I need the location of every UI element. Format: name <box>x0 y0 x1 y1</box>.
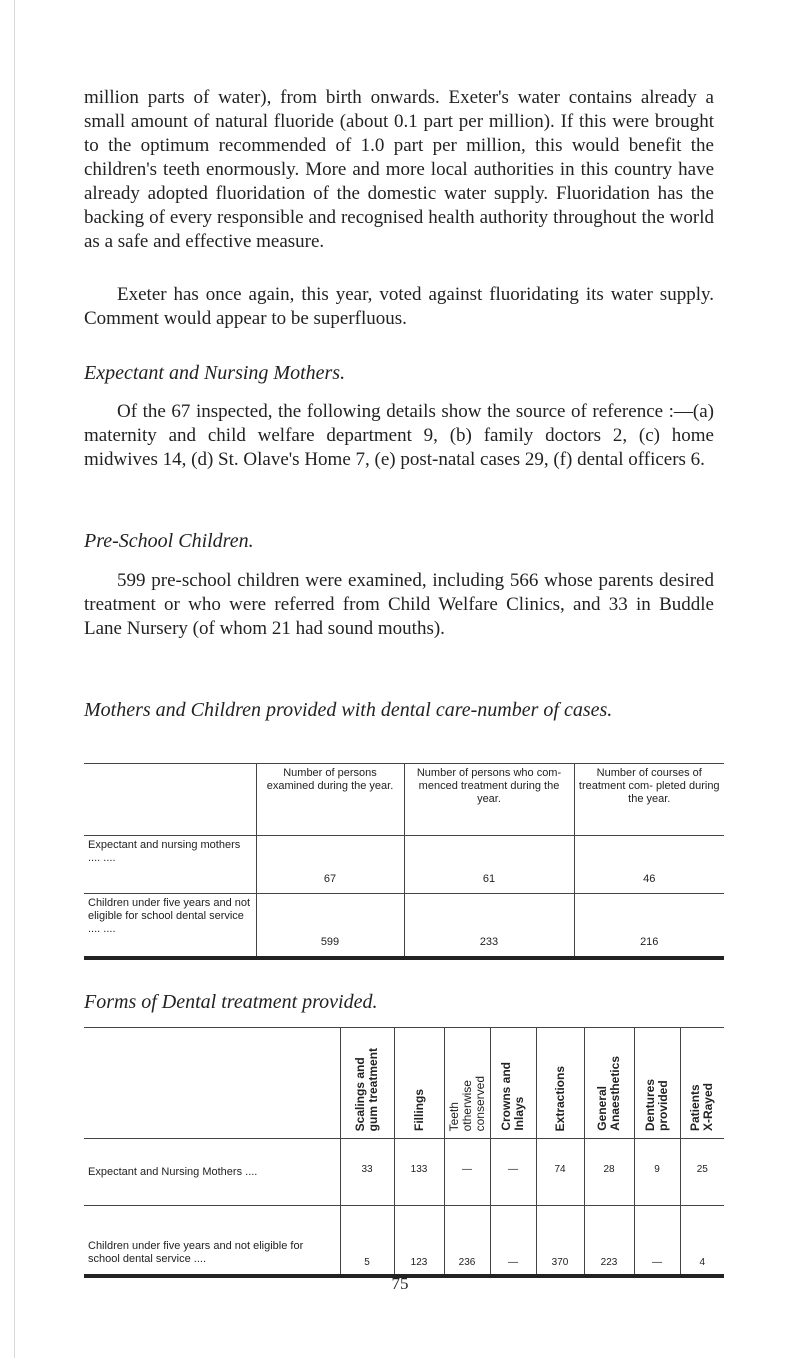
table2-corner-cell <box>84 1028 340 1139</box>
table1-cell: 233 <box>404 894 574 958</box>
table2-header-text: Fillings <box>411 1089 426 1131</box>
table-row <box>84 1139 724 1206</box>
pre-school-heading: Pre-School Children. <box>84 530 254 552</box>
table1-cell: 61 <box>404 836 574 894</box>
table1-cell: 67 <box>256 836 404 894</box>
table2-row-label-mothers: Expectant and Nursing Mothers .... <box>84 1139 340 1206</box>
table2-cell: 33 <box>340 1139 394 1206</box>
dental-treatment-forms-table <box>84 1027 724 1278</box>
table2-header-anaesthetics <box>584 1028 634 1139</box>
table1-header-completed: Number of courses of treatment com- pleted during the year. <box>574 764 724 836</box>
expectant-mothers-heading: Expectant and Nursing Mothers. <box>84 362 346 384</box>
table2-cell: 236 <box>444 1206 490 1277</box>
table2-cell: 370 <box>536 1206 584 1277</box>
table2-header-crowns <box>490 1028 536 1139</box>
table2-cell: 74 <box>536 1139 584 1206</box>
table2-cell: 223 <box>584 1206 634 1277</box>
page-number: 75 <box>391 1274 409 1293</box>
table2-header-xrayed <box>680 1028 724 1139</box>
pre-school-paragraph: 599 pre-school children were examined, including 566 whose parents desired treatment or who were referred from Child Welfare Clinics, and 33 in Buddle Lane Nursery (of whom 21 had sound mouths). <box>84 570 714 639</box>
exeter-paragraph: Exeter has once again, this year, voted against fluoridating its water supply. Comment would appear to be superfluous. <box>84 284 714 329</box>
table2-header-text: Patients X-Rayed <box>688 1082 716 1131</box>
table2-header-text: Teeth otherwise conserved <box>446 1075 487 1131</box>
fluoride-paragraph: million parts of water), from birth onwards. Exeter's water contains already a small amount of natural fluoride (about 0.1 part per million). If this were brought to the optimum recommended of 1.0 part per million, this would benefit the children's teeth enormously. More and more local authorities in this country have already adopted fluoridation of the domestic water supply. Fluoridation has the backing of every responsible and recognised health authority throughout the world as a safe and effective measure. <box>84 87 714 252</box>
table2-header-text: Dentures provided <box>643 1078 670 1131</box>
table2-cell: 25 <box>680 1139 724 1206</box>
table2-header-text: Extractions <box>552 1065 567 1131</box>
table1-cell: 46 <box>574 836 724 894</box>
table1-row-label-mothers: Expectant and nursing mothers .... .... <box>84 836 256 894</box>
table2-row-label-children: Children under five years and not eligible for school dental service .... <box>84 1206 340 1277</box>
table2-cell: 9 <box>634 1139 680 1206</box>
table2-cell: — <box>490 1139 536 1206</box>
expectant-mothers-paragraph: Of the 67 inspected, the following details show the source of reference :—(a) maternity and child welfare department 9, (b) family doctors 2, (c) home midwives 14, (d) St. Olave's Home 7, (e) post-natal cases 29, (f) dental officers 6. <box>84 401 714 470</box>
table2-header-text: Crowns and Inlays <box>499 1062 526 1131</box>
dental-care-cases-table <box>84 763 724 960</box>
table2-cell: — <box>490 1206 536 1277</box>
table2-cell: 5 <box>340 1206 394 1277</box>
table2-header-text: Scalings and gum treatment <box>353 1047 380 1131</box>
table2-cell: 28 <box>584 1139 634 1206</box>
table1-header-commenced: Number of persons who com- menced treatment during the year. <box>404 764 574 836</box>
table2-header-dentures <box>634 1028 680 1139</box>
table2-cell: 4 <box>680 1206 724 1277</box>
table2-header-fillings <box>394 1028 444 1139</box>
table-row <box>84 1206 724 1277</box>
table2-cell: 133 <box>394 1139 444 1206</box>
table2-header-text: General Anaesthetics <box>595 1056 622 1131</box>
table2-cell: — <box>444 1139 490 1206</box>
table1-row-label-children: Children under five years and not eligible for school dental service .... .... <box>84 894 256 958</box>
table1-cell: 599 <box>256 894 404 958</box>
table2-header-scalings <box>340 1028 394 1139</box>
table2-header-extractions <box>536 1028 584 1139</box>
table2-heading: Forms of Dental treatment provided. <box>84 991 378 1013</box>
table2-cell: 123 <box>394 1206 444 1277</box>
table1-cell: 216 <box>574 894 724 958</box>
table1-corner-cell <box>84 764 256 836</box>
table1-heading: Mothers and Children provided with dental care-number of cases. <box>84 699 613 721</box>
table2-cell: — <box>634 1206 680 1277</box>
table1-header-examined: Number of persons examined during the year. <box>256 764 404 836</box>
table-row <box>84 894 724 958</box>
table2-header-teeth-conserved <box>444 1028 490 1139</box>
binding-edge-line <box>14 0 15 1358</box>
table-row <box>84 836 724 894</box>
